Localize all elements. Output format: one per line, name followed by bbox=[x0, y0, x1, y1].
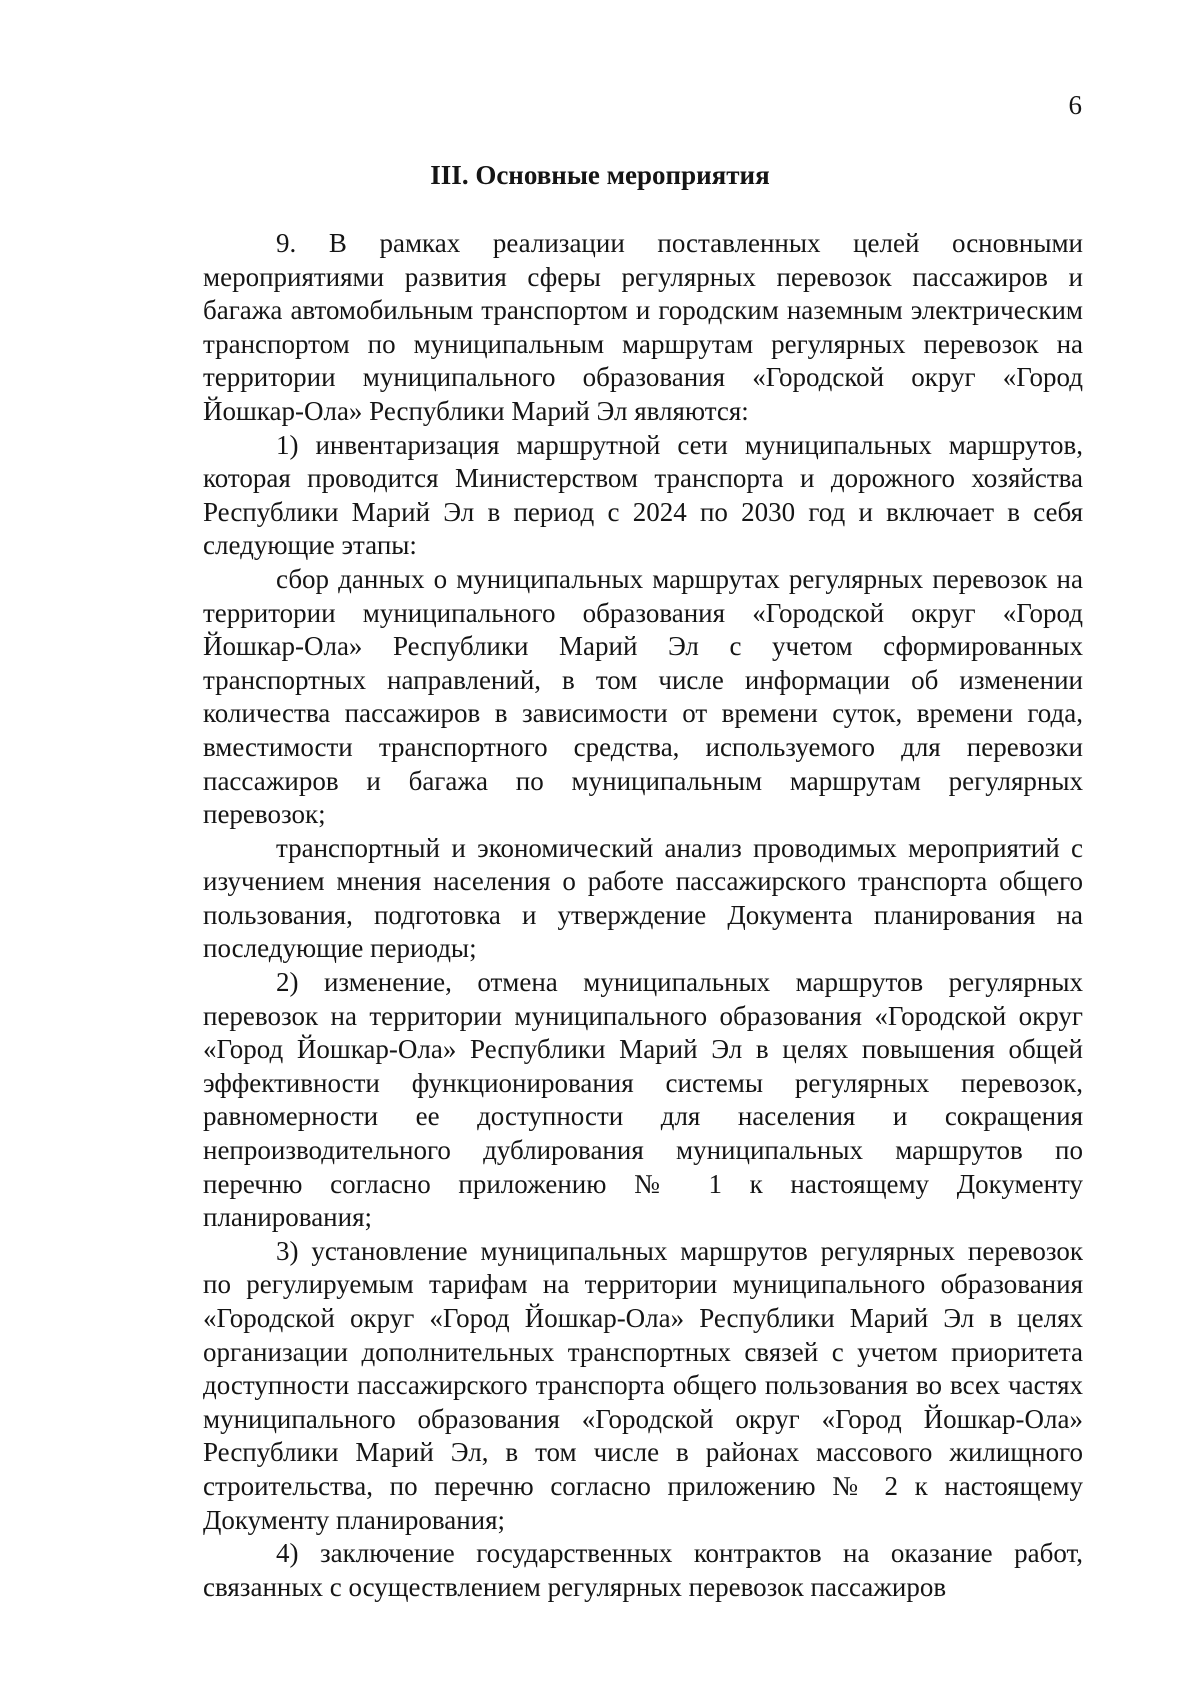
paragraph-subitem-3: 3) установление муниципальных маршрутов регулярных перевозок по регулируемым тарифам на территории муниципального образования «Городской округ «Город Йошкар-Ола» Республики Марий Эл в целях организации дополнительных транспортных связей с учетом приоритета доступности пассажирского транспорта общего пользования во всех частях муниципального образования «Городской округ «Город Йошкар-Ола» Республики Марий Эл, в том числе в районах массового жилищного строительства, по перечню согласно приложению № 2 к настоящему Документу планирования; bbox=[203, 1235, 1083, 1535]
paragraph-subitem-1: 1) инвентаризация маршрутной сети муниципальных маршрутов, которая проводится Министерством транспорта и дорожного хозяйства Республики Марий Эл в период с 2024 по 2030 год и включает в себя следующие этапы: bbox=[203, 429, 1083, 561]
paragraph-subitem-2: 2) изменение, отмена муниципальных маршрутов регулярных перевозок на территории муниципального образования «Городской округ «Город Йошкар-Ола» Республики Марий Эл в целях повышения общей эффективности функционирования системы регулярных перевозок, равномерности ее доступности для населения и сокращения непроизводительного дублирования муниципальных маршрутов по перечню согласно приложению № 1 к настоящему Документу планирования; bbox=[203, 967, 1083, 1233]
paragraph-item-9: 9. В рамках реализации поставленных целей основными мероприятиями развития сферы регулярных перевозок пассажиров и багажа автомобильным транспортом и городским наземным электрическим транспортом по муниципальным маршрутам регулярных перевозок на территории муниципального образования «Городской округ «Город Йошкар-Ола» Республики Марий Эл являются: bbox=[203, 228, 1083, 426]
page-number: 6 bbox=[1068, 90, 1082, 120]
document-body bbox=[203, 227, 1083, 1604]
paragraph-stage-data-collection: сбор данных о муниципальных маршрутах регулярных перевозок на территории муниципального образования «Городской округ «Город Йошкар-Ола» Республики Марий Эл с учетом сформированных транспортных направлений, в том числе информации об изменении количества пассажиров в зависимости от времени суток, времени года, вместимости транспортного средства, используемого для перевозки пассажиров и багажа по муниципальным маршрутам регулярных перевозок; bbox=[203, 563, 1083, 830]
paragraph-subitem-4: 4) заключение государственных контрактов на оказание работ, связанных с осуществлением регулярных перевозок пассажиров bbox=[203, 1538, 1083, 1602]
paragraph-stage-analysis: транспортный и экономический анализ проводимых мероприятий с изучением мнения населения о работе пассажирского транспорта общего пользования, подготовка и утверждение Документа планирования на последующие периоды; bbox=[203, 832, 1083, 964]
section-title: III. Основные мероприятия bbox=[430, 160, 770, 190]
